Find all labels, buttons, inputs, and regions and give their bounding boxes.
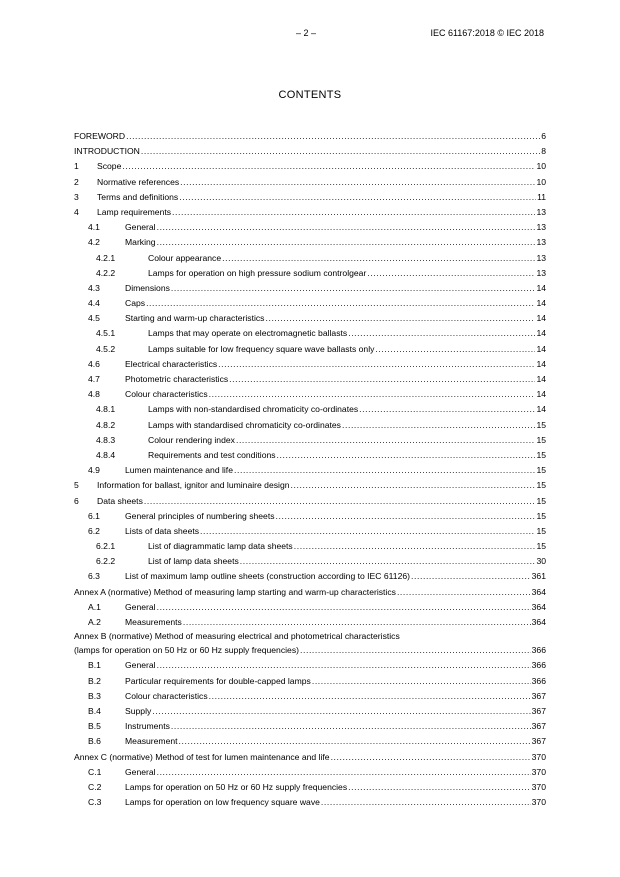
- toc-entry[interactable]: [74, 387, 546, 402]
- toc-entry-title: Lamps for operation on high pressure sodium controlgear: [148, 267, 367, 278]
- toc-entry-page: 14: [536, 328, 546, 339]
- toc-entry[interactable]: [74, 357, 546, 372]
- toc-entry-page: 8: [541, 146, 546, 157]
- toc-entry[interactable]: [74, 266, 546, 281]
- toc-entry[interactable]: [74, 600, 546, 615]
- toc-entry-page: 30: [536, 556, 546, 567]
- toc-entry-number: C.3: [88, 797, 102, 808]
- toc-entry-number: C.1: [88, 766, 102, 777]
- toc-entry-title: Terms and definitions: [97, 191, 179, 202]
- toc-entry-number: B.1: [88, 660, 101, 671]
- table-of-contents: [74, 129, 546, 810]
- dot-leader: [171, 281, 536, 296]
- toc-entry[interactable]: [74, 311, 546, 326]
- toc-entry-page: 13: [536, 267, 546, 278]
- toc-entry-title: General: [125, 660, 156, 671]
- toc-entry-number: B.4: [88, 705, 101, 716]
- dot-leader: [209, 387, 536, 402]
- toc-entry-page: 15: [536, 419, 546, 430]
- toc-entry-page: 13: [536, 237, 546, 248]
- toc-entry[interactable]: [74, 478, 546, 493]
- toc-entry-number: 4.9: [88, 465, 100, 476]
- toc-entry[interactable]: [74, 795, 546, 810]
- dot-leader: [348, 326, 535, 341]
- toc-entry-title: Supply: [125, 705, 152, 716]
- toc-entry-number: 6: [74, 495, 79, 506]
- toc-entry-page: 367: [531, 690, 546, 701]
- toc-entry[interactable]: [74, 780, 546, 795]
- toc-entry[interactable]: [74, 433, 546, 448]
- toc-entry-number: A.2: [88, 617, 101, 627]
- toc-entry[interactable]: [74, 585, 546, 600]
- toc-entry[interactable]: [74, 689, 546, 704]
- toc-entry-number: C.2: [88, 781, 102, 792]
- dot-leader: [397, 585, 531, 600]
- toc-entry[interactable]: [74, 765, 546, 780]
- toc-entry[interactable]: [74, 719, 546, 734]
- toc-entry-title: Particular requirements for double-capped lamps: [125, 675, 311, 686]
- toc-entry[interactable]: [74, 159, 546, 174]
- toc-entry-number: 6.1: [88, 510, 100, 521]
- toc-entry[interactable]: [74, 524, 546, 539]
- toc-entry-title: Lamps with standardised chromaticity co-ordinates: [148, 419, 341, 430]
- toc-entry-number: 4.3: [88, 282, 100, 293]
- toc-entry[interactable]: [74, 190, 546, 205]
- toc-entry-title: Data sheets: [97, 495, 143, 506]
- toc-entry-number: 6.2.2: [96, 556, 116, 567]
- dot-leader: [157, 220, 536, 235]
- toc-entry[interactable]: [74, 463, 546, 478]
- toc-entry-page: 14: [536, 404, 546, 415]
- toc-entry-number: 4.4: [88, 298, 100, 309]
- toc-entry[interactable]: [74, 251, 546, 266]
- toc-entry-number: 4: [74, 206, 79, 217]
- toc-entry-title: Photometric characteristics: [125, 374, 229, 384]
- toc-entry-title: Annex A (normative) Method of measuring lamp starting and warm-up characteristics: [74, 586, 396, 597]
- toc-entry-title: Requirements and test conditions: [148, 449, 276, 460]
- toc-entry-number: B.6: [88, 736, 101, 747]
- dot-leader: [157, 600, 531, 615]
- toc-entry-title: Measurements: [125, 617, 182, 627]
- toc-entry-title: Normative references: [97, 176, 180, 187]
- toc-entry-page: 13: [536, 222, 546, 233]
- toc-entry-title: Colour rendering index: [148, 434, 235, 445]
- toc-entry-page: 366: [531, 660, 546, 671]
- toc-entry-page: 14: [536, 374, 546, 384]
- toc-entry-page: 15: [536, 510, 546, 521]
- toc-entry-title: Annex C (normative) Method of test for lumen maintenance and life: [74, 751, 330, 762]
- toc-entry[interactable]: [74, 175, 546, 190]
- toc-entry[interactable]: [74, 326, 546, 341]
- toc-entry-title: Caps: [125, 298, 146, 309]
- toc-entry[interactable]: [74, 539, 546, 554]
- dot-leader: [321, 795, 531, 810]
- toc-entry-page: 15: [536, 434, 546, 445]
- toc-entry[interactable]: [74, 448, 546, 463]
- toc-entry-title: Marking: [125, 237, 156, 248]
- toc-entry-number: 4.8.1: [96, 404, 116, 415]
- dot-leader: [183, 615, 531, 630]
- dot-leader: [146, 296, 535, 311]
- toc-entry-number: 4.1: [88, 222, 100, 233]
- toc-entry-title: (lamps for operation on 50 Hz or 60 Hz supply frequencies): [74, 645, 299, 656]
- dot-leader: [367, 266, 535, 281]
- toc-entry-number: 4.8.3: [96, 434, 116, 445]
- dot-leader: [157, 235, 536, 250]
- toc-entry-page: 367: [531, 705, 546, 716]
- toc-entry-page: 361: [531, 571, 546, 582]
- toc-entry-title: Lumen maintenance and life: [125, 465, 233, 476]
- toc-entry-page: 366: [531, 675, 546, 686]
- toc-entry-page: 370: [531, 781, 546, 792]
- toc-entry-title: Lamps that may operate on electromagnetic ballasts: [148, 328, 348, 339]
- dot-leader: [200, 524, 535, 539]
- dot-leader: [141, 144, 540, 159]
- dot-leader: [218, 357, 535, 372]
- toc-entry-number: 4.7: [88, 374, 100, 384]
- toc-entry[interactable]: [74, 144, 546, 159]
- dot-leader: [157, 658, 531, 673]
- toc-entry-number: A.1: [88, 601, 101, 612]
- dot-leader: [359, 402, 535, 417]
- toc-entry-number: 4.5: [88, 313, 100, 324]
- dot-leader: [312, 674, 531, 689]
- dot-leader: [157, 765, 531, 780]
- dot-leader: [152, 704, 530, 719]
- dot-leader: [240, 554, 536, 569]
- toc-entry-page: 14: [536, 389, 546, 400]
- toc-entry-number: B.2: [88, 675, 101, 686]
- dot-leader: [179, 734, 531, 749]
- toc-entry-number: B.3: [88, 690, 101, 701]
- toc-entry-title: Scope: [97, 161, 122, 172]
- toc-entry-page: 367: [531, 736, 546, 747]
- toc-entry[interactable]: [74, 220, 546, 235]
- toc-entry-page: 15: [536, 495, 546, 506]
- toc-entry-title: Lamps for operation on 50 Hz or 60 Hz supply frequencies: [125, 781, 348, 792]
- toc-entry[interactable]: [74, 372, 546, 387]
- toc-entry[interactable]: [74, 734, 546, 749]
- toc-entry-number: 4.8.2: [96, 419, 116, 430]
- toc-entry-number: 6.2: [88, 525, 100, 536]
- toc-entry-title: General: [125, 766, 156, 777]
- toc-entry-title: Dimensions: [125, 282, 170, 293]
- toc-entry-number: 4.2: [88, 237, 100, 248]
- dot-leader: [172, 205, 535, 220]
- dot-leader: [209, 689, 531, 704]
- toc-entry[interactable]: [74, 402, 546, 417]
- toc-entry[interactable]: [74, 129, 546, 144]
- toc-entry-title: Colour appearance: [148, 252, 222, 263]
- toc-entry-page: 364: [531, 617, 546, 627]
- toc-entry[interactable]: [74, 235, 546, 250]
- toc-entry-title: Lamps suitable for low frequency square wave ballasts only: [148, 343, 375, 354]
- toc-entry[interactable]: [74, 569, 546, 584]
- toc-entry[interactable]: [74, 630, 546, 658]
- toc-entry-title: Lamp requirements: [97, 206, 172, 217]
- toc-entry[interactable]: [74, 615, 546, 630]
- toc-entry-page: 13: [536, 206, 546, 217]
- dot-leader: [291, 478, 536, 493]
- toc-entry[interactable]: [74, 296, 546, 311]
- toc-entry-title: List of maximum lamp outline sheets (construction according to IEC 61126): [125, 571, 410, 582]
- toc-entry-number: 1: [74, 161, 79, 172]
- dot-leader: [126, 129, 540, 144]
- toc-entry-number: 4.5.2: [96, 343, 116, 354]
- toc-entry[interactable]: [74, 418, 546, 433]
- toc-entry-page: 14: [536, 313, 546, 324]
- toc-entry-number: 4.2.2: [96, 267, 116, 278]
- toc-entry-title: Lamps with non-standardised chromaticity co-ordinates: [148, 404, 359, 415]
- toc-entry-title: Lists of data sheets: [125, 525, 200, 536]
- toc-entry-page: 15: [536, 525, 546, 536]
- toc-entry-page: 370: [531, 797, 546, 808]
- toc-entry-number: 4.6: [88, 358, 100, 369]
- dot-leader: [122, 159, 535, 174]
- toc-entry-title: General principles of numbering sheets: [125, 510, 275, 521]
- toc-entry[interactable]: [74, 281, 546, 296]
- toc-entry-title: Colour characteristics: [125, 690, 208, 701]
- toc-entry-title: Instruments: [125, 721, 170, 732]
- toc-entry-title: Information for ballast, ignitor and luminaire design: [97, 480, 290, 491]
- toc-entry-page: 13: [536, 252, 546, 263]
- toc-entry-page: 11: [537, 191, 546, 202]
- toc-entry-page: 367: [531, 721, 546, 732]
- toc-entry-page: 10: [536, 161, 546, 172]
- dot-leader: [348, 780, 531, 795]
- toc-entry[interactable]: [74, 342, 546, 357]
- toc-entry-page: 15: [536, 480, 546, 491]
- dot-leader: [229, 372, 535, 387]
- toc-entry-page: 14: [536, 358, 546, 369]
- toc-entry-page: 364: [531, 601, 546, 612]
- toc-entry-title: General: [125, 222, 156, 233]
- page-header: [0, 26, 620, 40]
- toc-entry-title-line1: Annex B (normative) Method of measuring electrical and photometrical characteristics: [74, 631, 400, 642]
- toc-entry-page: 15: [536, 465, 546, 476]
- toc-entry-title: Colour characteristics: [125, 389, 208, 400]
- dot-leader: [342, 418, 535, 433]
- toc-entry-title: General: [125, 601, 156, 612]
- dot-leader: [375, 342, 535, 357]
- toc-entry-number: 5: [74, 480, 79, 491]
- dot-leader: [179, 190, 536, 205]
- toc-entry-page: 15: [536, 449, 546, 460]
- toc-entry-page: 364: [531, 586, 546, 597]
- toc-entry-number: 6.3: [88, 571, 100, 582]
- toc-entry[interactable]: [74, 494, 546, 509]
- toc-entry-page: 14: [536, 298, 546, 309]
- toc-entry-page: 14: [536, 343, 546, 354]
- toc-entry-page: 10: [536, 176, 546, 187]
- toc-entry-number: B.5: [88, 721, 101, 732]
- toc-entry[interactable]: [74, 205, 546, 220]
- toc-entry-number: 4.5.1: [96, 328, 116, 339]
- toc-entry-title: List of lamp data sheets: [148, 556, 239, 567]
- toc-entry-title: FOREWORD: [74, 131, 126, 141]
- toc-entry-number: 3: [74, 191, 79, 202]
- dot-leader: [276, 509, 536, 524]
- toc-entry[interactable]: [74, 750, 546, 765]
- dot-leader: [277, 448, 536, 463]
- contents-title: CONTENTS: [278, 89, 342, 101]
- toc-entry[interactable]: [74, 704, 546, 719]
- toc-entry-number: 6.2.1: [96, 541, 116, 552]
- toc-entry-number: 2: [74, 176, 79, 187]
- toc-entry-title: INTRODUCTION: [74, 146, 140, 157]
- toc-entry-number: 4.8.4: [96, 449, 116, 460]
- dot-leader: [234, 463, 535, 478]
- toc-entry[interactable]: [74, 554, 546, 569]
- dot-leader: [300, 643, 531, 658]
- toc-entry-title: List of diagrammatic lamp data sheets: [148, 541, 293, 552]
- dot-leader: [236, 433, 535, 448]
- dot-leader: [265, 311, 535, 326]
- toc-entry-page: 370: [531, 766, 546, 777]
- toc-entry-number: 4.8: [88, 389, 100, 400]
- toc-entry[interactable]: [74, 509, 546, 524]
- toc-entry[interactable]: [74, 674, 546, 689]
- toc-entry-page: 15: [536, 541, 546, 552]
- toc-entry-title: Electrical characteristics: [125, 358, 218, 369]
- standard-reference: IEC 61167:2018 © IEC 2018: [430, 28, 544, 38]
- toc-entry-title: Lamps for operation on low frequency square wave: [125, 797, 320, 808]
- toc-entry[interactable]: [74, 658, 546, 673]
- toc-entry-number: 4.2.1: [96, 252, 116, 263]
- toc-entry-title: Measurement: [125, 736, 178, 747]
- page-number: – 2 –: [296, 28, 317, 38]
- dot-leader: [171, 719, 531, 734]
- toc-entry-page: 6: [541, 131, 546, 141]
- toc-entry-title: Starting and warm-up characteristics: [125, 313, 265, 324]
- dot-leader: [294, 539, 536, 554]
- dot-leader: [331, 750, 531, 765]
- toc-entry-page: 370: [531, 751, 546, 762]
- dot-leader: [222, 251, 535, 266]
- toc-entry-page: 366: [531, 645, 546, 656]
- dot-leader: [144, 494, 536, 509]
- dot-leader: [180, 175, 535, 190]
- toc-entry-page: 14: [536, 282, 546, 293]
- dot-leader: [411, 569, 531, 584]
